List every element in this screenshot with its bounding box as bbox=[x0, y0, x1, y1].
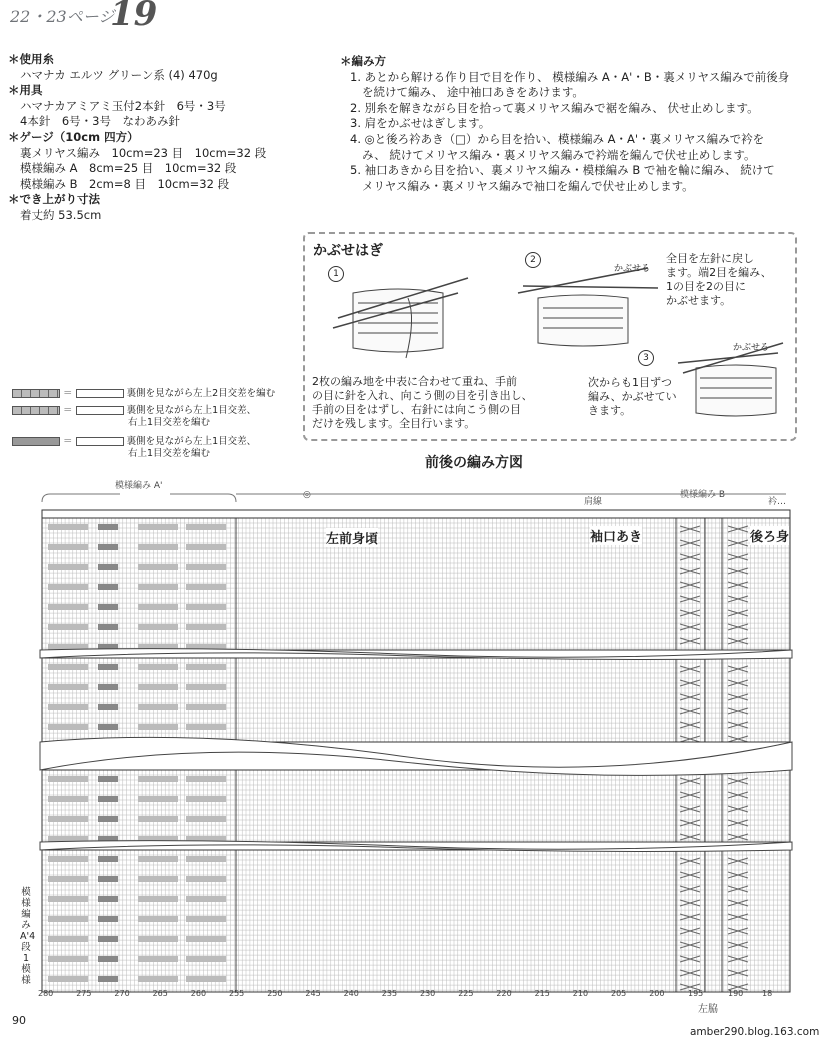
caption-line: の目に針を入れ、向こう側の目を引き出し、 bbox=[312, 389, 533, 402]
step-line: 4. ◎と後ろ衿あき（□）から目を拾い、模様編み A・A'・裏メリヤス編みで衿を bbox=[350, 131, 765, 146]
caption-line: 手前の目をはずし、右針には向こう側の目 bbox=[312, 403, 521, 416]
blog-url: amber290.blog.163.com bbox=[690, 1026, 819, 1038]
circle-mark: ◎ bbox=[303, 490, 311, 500]
kabuse-tag-3: かぶせる bbox=[733, 343, 770, 353]
kabuse-caption-2 bbox=[666, 252, 772, 308]
cable-cell bbox=[98, 816, 118, 822]
cross-mark bbox=[680, 956, 700, 962]
cable-cell bbox=[186, 816, 226, 822]
cable-cell bbox=[98, 976, 118, 982]
cable-cell bbox=[98, 564, 118, 570]
x-tick-label: 230 bbox=[420, 989, 436, 998]
cross-mark bbox=[680, 778, 700, 784]
cable-cell bbox=[98, 544, 118, 550]
cross-mark bbox=[680, 736, 700, 742]
cable-cell bbox=[186, 564, 226, 570]
cross-mark bbox=[680, 526, 700, 532]
yarn-line: ハマナカ エルツ グリーン系 (4) 470g bbox=[20, 67, 218, 82]
cable-cell bbox=[138, 524, 178, 530]
kabuse-tag-2: かぶせる bbox=[614, 264, 651, 274]
cable-cell bbox=[138, 624, 178, 630]
left-front-label: 左前身頃 bbox=[326, 528, 378, 547]
cable-cell bbox=[98, 916, 118, 922]
legend-swatch bbox=[12, 406, 60, 415]
cable-cell bbox=[48, 916, 88, 922]
caption-line: 編み、かぶせてい bbox=[588, 390, 677, 403]
x-tick-label: 245 bbox=[305, 989, 321, 998]
page-number: 90 bbox=[12, 1014, 26, 1027]
page-reference: 22・23ページ bbox=[10, 7, 115, 26]
x-tick-label: 265 bbox=[152, 989, 168, 998]
cable-cell bbox=[138, 856, 178, 862]
cable-cell bbox=[186, 664, 226, 670]
x-tick-label: 210 bbox=[572, 989, 589, 998]
x-tick-label: 235 bbox=[381, 989, 398, 998]
gauge-line-1: 裏メリヤス編み 10cm=23 目 10cm=32 段 bbox=[20, 145, 267, 160]
cable-cell bbox=[48, 856, 88, 862]
caption-line: 1の目を2の目に bbox=[666, 280, 746, 293]
cable-cell bbox=[48, 724, 88, 730]
cable-cell bbox=[138, 544, 178, 550]
step-number-1: 1 bbox=[328, 266, 344, 282]
cross-mark bbox=[680, 694, 700, 700]
tools-line-1: ハマナカアミアミ玉付2本針 6号・3号 bbox=[20, 98, 226, 113]
method-heading: ＊編み方 bbox=[340, 54, 386, 68]
chart-title: 前後の編み方図 bbox=[425, 455, 523, 471]
materials-block bbox=[8, 52, 266, 224]
pattern-a-label: 模様編み A' bbox=[115, 481, 163, 491]
caption-line: きます。 bbox=[588, 404, 632, 417]
cable-cell bbox=[98, 684, 118, 690]
caption-line: だけを残します。全目行います。 bbox=[312, 417, 476, 430]
cable-cell bbox=[98, 584, 118, 590]
caption-line: かぶせます。 bbox=[666, 294, 732, 307]
cable-cell bbox=[186, 704, 226, 710]
chart-section bbox=[42, 850, 790, 992]
x-tick-label: 225 bbox=[458, 989, 474, 998]
cable-cell bbox=[98, 956, 118, 962]
chart-section bbox=[42, 658, 790, 742]
legend-text: 裏側を見ながら左上1目交差、 bbox=[126, 405, 257, 416]
step-line: 1. あとから解ける作り目で目を作り、 模様編み A・A'・B・裏メリヤス編みで前後身 bbox=[350, 69, 790, 84]
size-heading: ＊でき上がり寸法 bbox=[8, 192, 100, 207]
step-line: み、 続けてメリヤス編み・裏メリヤス編みで衿端を編んで伏せ止めします。 bbox=[362, 147, 756, 162]
cable-cell bbox=[138, 936, 178, 942]
cable-cell bbox=[138, 876, 178, 882]
legend-cable-symbol bbox=[76, 437, 124, 446]
cross-mark bbox=[680, 886, 700, 892]
cable-cell bbox=[138, 584, 178, 590]
legend-swatch bbox=[12, 389, 60, 398]
cable-cell bbox=[48, 896, 88, 902]
x-tick-label: 255 bbox=[229, 989, 245, 998]
cable-cell bbox=[138, 816, 178, 822]
x-tick-label: 270 bbox=[114, 989, 130, 998]
legend-cable-symbol bbox=[76, 406, 124, 415]
step-line: 3. 肩をかぶせはぎします。 bbox=[350, 116, 491, 131]
cross-mark bbox=[680, 806, 700, 812]
cable-cell bbox=[48, 976, 88, 982]
knitting-illustration-3 bbox=[678, 343, 783, 416]
cross-mark bbox=[680, 554, 700, 560]
knitting-illustration-2 bbox=[518, 268, 658, 346]
x-tick-label: 240 bbox=[343, 989, 359, 998]
cable-cell bbox=[48, 524, 88, 530]
legend-text: 裏側を見ながら左上2目交差を編む bbox=[126, 388, 276, 399]
x-tick-label: 18 bbox=[762, 989, 773, 998]
cable-cell bbox=[186, 604, 226, 610]
chart-section bbox=[42, 770, 790, 842]
cable-cell bbox=[48, 816, 88, 822]
x-tick-label: 190 bbox=[728, 989, 744, 998]
x-tick-label: 205 bbox=[611, 989, 627, 998]
cable-cell bbox=[138, 664, 178, 670]
cable-cell bbox=[186, 684, 226, 690]
legend-row-2 bbox=[12, 405, 256, 429]
x-tick-label: 275 bbox=[76, 989, 92, 998]
cross-mark bbox=[680, 624, 700, 630]
cable-cell bbox=[98, 624, 118, 630]
cable-cell bbox=[48, 584, 88, 590]
step-line: メリヤス編み・裏メリヤス編みで袖口を編んで伏せ止めします。 bbox=[362, 178, 694, 193]
x-tick-label: 195 bbox=[688, 989, 704, 998]
cable-cell bbox=[48, 564, 88, 570]
cable-cell bbox=[138, 564, 178, 570]
gauge-line-2: 模様編み A 8cm=25 目 10cm=32 段 bbox=[20, 161, 237, 176]
cable-cell bbox=[98, 724, 118, 730]
tools-line-2: 4本針 6号・3号 なわあみ針 bbox=[20, 114, 180, 129]
cable-cell bbox=[186, 896, 226, 902]
step-line: 5. 袖口あきから目を拾い、裏メリヤス編み・模様編み B で袖を輪に編み、 続けて bbox=[350, 163, 775, 178]
cable-cell bbox=[98, 796, 118, 802]
kabuse-caption-1 bbox=[312, 375, 533, 431]
step-number-3: 3 bbox=[638, 350, 654, 366]
pattern-repeat-note: 模様編みA'4段1模様 bbox=[20, 887, 36, 986]
x-tick-label: 280 bbox=[38, 989, 54, 998]
cable-cell bbox=[98, 604, 118, 610]
cable-cell bbox=[98, 664, 118, 670]
collar-label: 衿… bbox=[768, 497, 787, 507]
back-body-label: 後ろ身 bbox=[750, 526, 789, 545]
cable-cell bbox=[186, 544, 226, 550]
cable-cell bbox=[138, 704, 178, 710]
cable-cell bbox=[138, 724, 178, 730]
pattern-number: 19 bbox=[110, 0, 158, 34]
cross-mark bbox=[680, 666, 700, 672]
cable-cell bbox=[186, 524, 226, 530]
caption-line: 2枚の編み地を中表に合わせて重ね、手前 bbox=[312, 375, 517, 388]
pattern-b-label: 模様編み B bbox=[680, 490, 726, 500]
legend-eq: ＝ bbox=[63, 436, 73, 447]
cable-cell bbox=[48, 684, 88, 690]
legend-text: 右上1目交差を編む bbox=[128, 417, 211, 428]
cable-cell bbox=[186, 956, 226, 962]
cable-cell bbox=[48, 704, 88, 710]
cable-cell bbox=[186, 796, 226, 802]
chart-section bbox=[42, 518, 790, 650]
legend-row-1 bbox=[12, 388, 275, 400]
legend-cable-symbol bbox=[76, 389, 124, 398]
yarn-heading: ＊使用糸 bbox=[8, 52, 54, 66]
brace-pattern-a bbox=[42, 494, 236, 502]
cable-cell bbox=[48, 624, 88, 630]
legend-text: 裏側を見ながら左上1目交差、 bbox=[126, 436, 257, 447]
legend-eq: ＝ bbox=[63, 388, 73, 399]
cable-cell bbox=[186, 876, 226, 882]
cable-cell bbox=[98, 856, 118, 862]
cable-cell bbox=[138, 896, 178, 902]
cable-cell bbox=[138, 916, 178, 922]
armhole-label: 袖口あき bbox=[590, 526, 642, 545]
left-side-label: 左脇 bbox=[698, 1004, 718, 1015]
tools-heading: ＊用具 bbox=[8, 83, 43, 98]
caption-line: 全目を左針に戻し bbox=[666, 252, 754, 265]
cable-cell bbox=[186, 856, 226, 862]
cable-cell bbox=[98, 876, 118, 882]
knitting-chart bbox=[0, 480, 800, 1000]
kabuse-title: かぶせはぎ bbox=[313, 243, 383, 259]
x-tick-label: 200 bbox=[649, 989, 665, 998]
x-tick-label: 220 bbox=[496, 989, 512, 998]
cable-cell bbox=[48, 796, 88, 802]
step-number-2: 2 bbox=[525, 252, 541, 268]
cable-cell bbox=[48, 544, 88, 550]
cable-cell bbox=[138, 604, 178, 610]
cable-cell bbox=[186, 724, 226, 730]
cable-cell bbox=[48, 876, 88, 882]
caption-line: ます。端2目を編み、 bbox=[666, 266, 772, 279]
cable-cell bbox=[138, 796, 178, 802]
legend-swatch bbox=[12, 437, 60, 446]
cable-cell bbox=[98, 524, 118, 530]
gauge-heading: ＊ゲージ（10cm 四方） bbox=[8, 129, 139, 144]
cable-cell bbox=[48, 604, 88, 610]
chart-top-band bbox=[42, 510, 790, 518]
cable-cell bbox=[48, 936, 88, 942]
cross-mark bbox=[680, 928, 700, 934]
caption-line: 次からも1目ずつ bbox=[588, 376, 672, 389]
size-line: 着丈約 53.5cm bbox=[20, 207, 102, 222]
cable-cell bbox=[48, 776, 88, 782]
cable-cell bbox=[98, 704, 118, 710]
legend-eq: ＝ bbox=[63, 405, 73, 416]
cable-cell bbox=[138, 956, 178, 962]
cable-cell bbox=[186, 776, 226, 782]
cable-cell bbox=[48, 956, 88, 962]
cable-cell bbox=[98, 936, 118, 942]
cable-cell bbox=[48, 664, 88, 670]
cable-cell bbox=[186, 916, 226, 922]
cable-cell bbox=[186, 584, 226, 590]
cable-cell bbox=[98, 776, 118, 782]
x-tick-label: 250 bbox=[267, 989, 283, 998]
cable-cell bbox=[186, 976, 226, 982]
cable-cell bbox=[98, 896, 118, 902]
legend-row-3 bbox=[12, 436, 256, 460]
x-tick-label: 260 bbox=[190, 989, 207, 998]
cross-mark bbox=[680, 858, 700, 864]
gauge-line-3: 模様編み B 2cm=8 目 10cm=32 段 bbox=[20, 176, 230, 191]
knitting-illustration-1 bbox=[333, 278, 468, 358]
legend-text: 右上1目交差を編む bbox=[128, 448, 211, 459]
cable-cell bbox=[138, 684, 178, 690]
kabuse-caption-3 bbox=[588, 376, 677, 418]
cable-cell bbox=[138, 776, 178, 782]
x-tick-label: 215 bbox=[534, 989, 550, 998]
step-line: 2. 別糸を解きながら目を拾って裏メリヤス編みで裾を編み、 伏せ止めします。 bbox=[350, 100, 759, 115]
cross-mark bbox=[680, 596, 700, 602]
method-block bbox=[340, 54, 795, 194]
shoulder-line-label: 肩線 bbox=[584, 497, 603, 507]
cable-cell bbox=[186, 936, 226, 942]
cable-cell bbox=[138, 976, 178, 982]
cable-cell bbox=[186, 624, 226, 630]
step-line: を続けて編み、 途中袖口あきをあけます。 bbox=[362, 85, 584, 100]
